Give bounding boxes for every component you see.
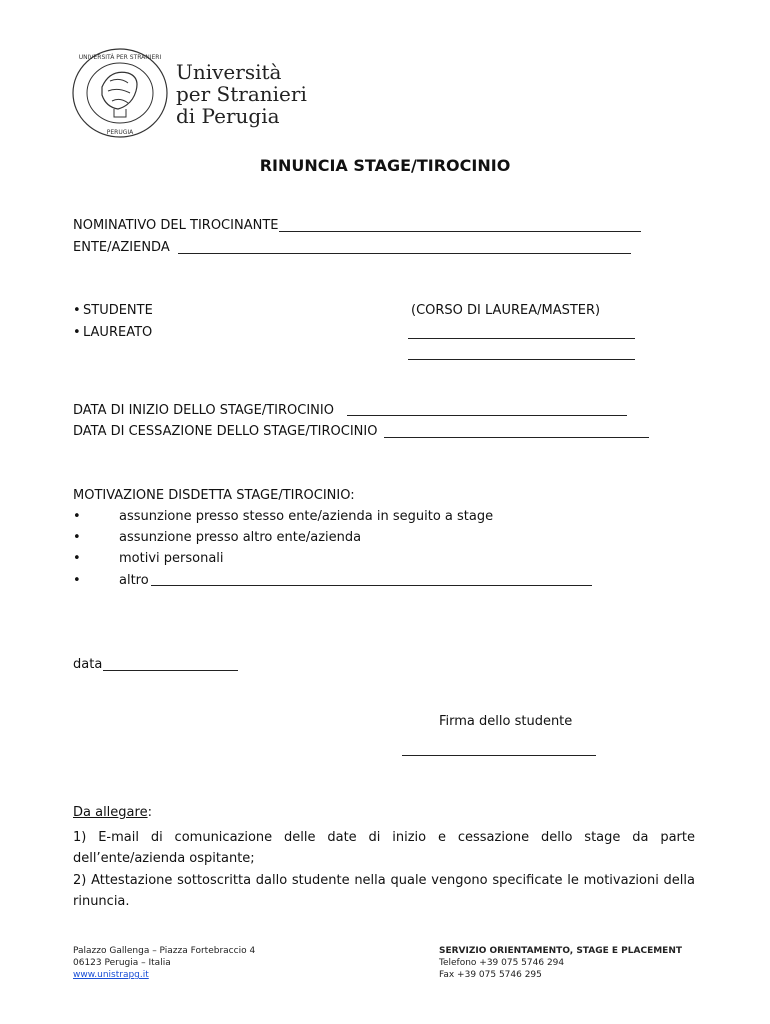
bullet-studente: • bbox=[73, 303, 81, 318]
firma-label: Firma dello studente bbox=[439, 714, 573, 729]
ente-label: ENTE/AZIENDA bbox=[73, 240, 170, 255]
svg-text:UNIVERSITÀ PER STRANIERI: UNIVERSITÀ PER STRANIERI bbox=[78, 54, 162, 61]
data-field[interactable] bbox=[103, 670, 238, 671]
corso-field-2[interactable] bbox=[408, 359, 635, 360]
data-cessazione-field[interactable] bbox=[384, 437, 649, 438]
studente-option[interactable]: STUDENTE bbox=[83, 303, 153, 318]
altro-field[interactable] bbox=[151, 585, 592, 586]
bullet-option-3: • bbox=[73, 551, 81, 566]
footer-website-link[interactable]: www.unistrapg.it bbox=[73, 970, 149, 980]
motivazione-option-2[interactable]: assunzione presso altro ente/azienda bbox=[119, 530, 362, 545]
allegare-heading-text: Da allegare bbox=[73, 805, 148, 820]
footer-address: Palazzo Gallenga – Piazza Fortebraccio 4 bbox=[73, 946, 256, 956]
data-cessazione-label: DATA DI CESSAZIONE DELLO STAGE/TIROCINIO bbox=[73, 424, 378, 439]
allegare-item-2: 2) Attestazione sottoscritta dallo studente nella quale vengono specificate le motivazioni della rinuncia. bbox=[73, 873, 695, 909]
nominativo-label: NOMINATIVO DEL TIROCINANTE bbox=[73, 218, 279, 233]
motivazione-option-4[interactable]: altro bbox=[119, 573, 149, 588]
data-inizio-field[interactable] bbox=[347, 415, 627, 416]
footer-service: SERVIZIO ORIENTAMENTO, STAGE E PLACEMENT bbox=[439, 946, 682, 956]
bullet-laureato: • bbox=[73, 325, 81, 340]
bullet-option-1: • bbox=[73, 509, 81, 524]
footer-fax: Fax +39 075 5746 295 bbox=[439, 970, 542, 980]
nominativo-field[interactable] bbox=[279, 231, 641, 232]
university-name-line3: di Perugia bbox=[176, 104, 280, 128]
university-name bbox=[176, 61, 307, 127]
data-inizio-label: DATA DI INIZIO DELLO STAGE/TIROCINIO bbox=[73, 403, 334, 418]
motivazione-option-1[interactable]: assunzione presso stesso ente/azienda in seguito a stage bbox=[119, 509, 494, 524]
footer-phone: Telefono +39 075 5746 294 bbox=[439, 958, 565, 968]
bullet-option-4: • bbox=[73, 573, 81, 588]
laureato-option[interactable]: LAUREATO bbox=[83, 325, 153, 340]
data-label: data bbox=[73, 657, 103, 672]
allegare-item-1: 1) E-mail di comunicazione delle date di inizio e cessazione dello stage da parte dell’ente/azienda ospitante; bbox=[73, 830, 695, 866]
svg-text:PERUGIA: PERUGIA bbox=[106, 129, 134, 136]
corso-label: (CORSO DI LAUREA/MASTER) bbox=[411, 303, 601, 318]
motivazione-heading: MOTIVAZIONE DISDETTA STAGE/TIROCINIO: bbox=[73, 488, 355, 503]
university-seal bbox=[70, 47, 170, 139]
university-name-line2: per Stranieri bbox=[176, 82, 307, 106]
ente-field[interactable] bbox=[178, 253, 631, 254]
university-name-line1: Università bbox=[176, 60, 282, 84]
footer-right bbox=[439, 945, 682, 981]
firma-field[interactable] bbox=[402, 755, 596, 756]
corso-field-1[interactable] bbox=[408, 338, 635, 339]
motivazione-option-3[interactable]: motivi personali bbox=[119, 551, 224, 566]
bullet-option-2: • bbox=[73, 530, 81, 545]
page-title: RINUNCIA STAGE/TIROCINIO bbox=[259, 156, 511, 175]
footer-left bbox=[73, 945, 255, 981]
seal-icon bbox=[70, 47, 170, 139]
allegare-heading: Da allegare: bbox=[73, 805, 152, 820]
footer-city: 06123 Perugia – Italia bbox=[73, 958, 171, 968]
